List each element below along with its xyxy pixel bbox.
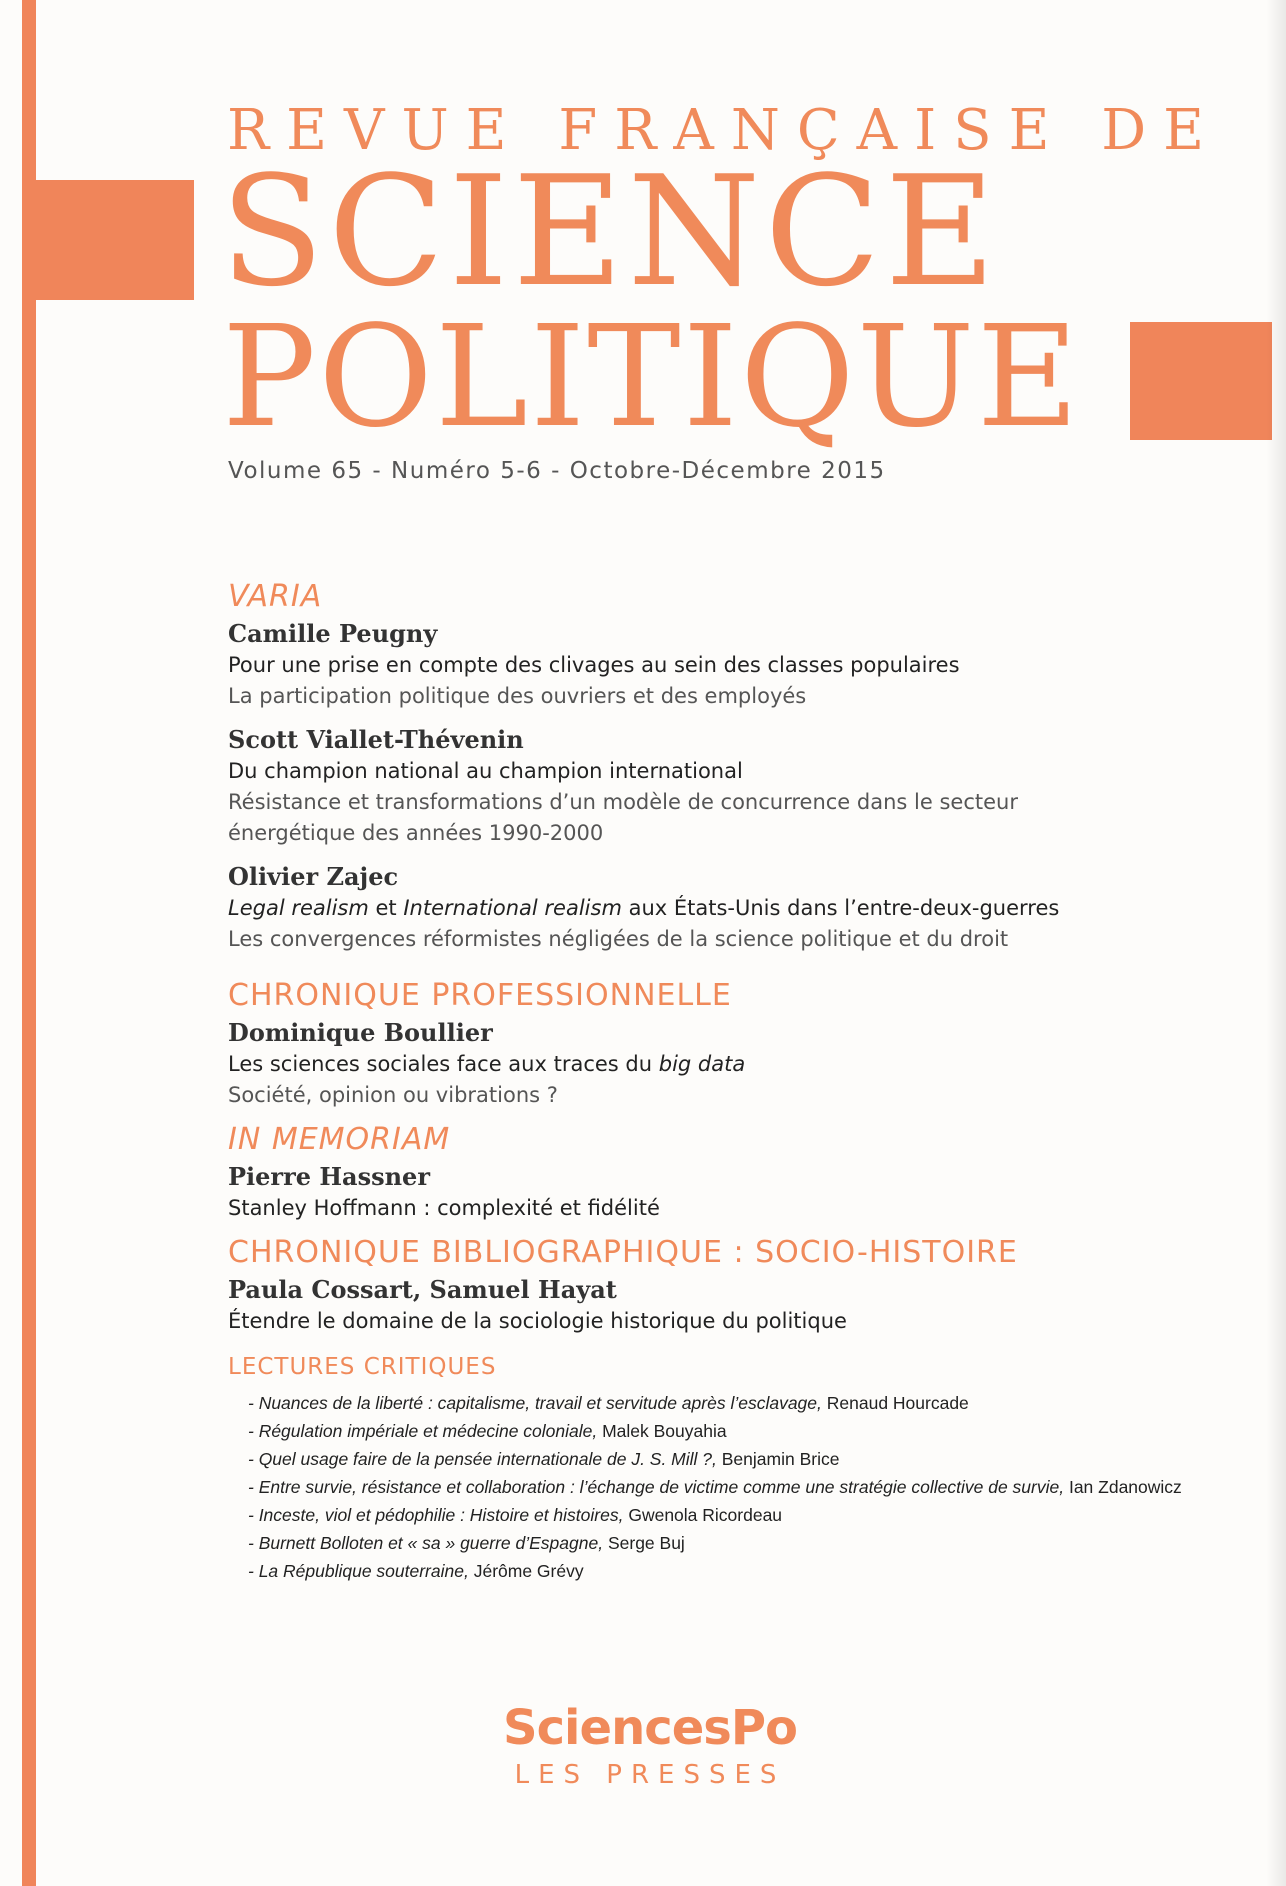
journal-title-line2: SCIENCE — [220, 143, 1000, 320]
article-hassner — [228, 1161, 1228, 1224]
article-title-plain-1: et — [368, 896, 404, 920]
article-title — [228, 893, 1228, 924]
article-subtitle: Société, opinion ou vibrations ? — [228, 1083, 558, 1107]
review-title: - Quel usage faire de la pensée internationale de J. S. Mill ?, — [248, 1449, 717, 1469]
list-item — [248, 1417, 1228, 1445]
article-title-plain: Les sciences sociales face aux traces du — [228, 1052, 659, 1076]
article-title-italic-2: International realism — [403, 896, 622, 920]
article-author: Paula Cossart, Samuel Hayat — [228, 1275, 617, 1304]
section-title-varia: VARIA — [228, 579, 323, 614]
article-author: Pierre Hassner — [228, 1162, 430, 1191]
list-item — [248, 1473, 1228, 1501]
article-title: Du champion national au champion international — [228, 759, 743, 783]
article-author: Scott Viallet-Thévenin — [228, 725, 524, 754]
publisher-logo — [480, 1700, 820, 1792]
review-title: - Burnett Bolloten et « sa » guerre d’Espagne, — [248, 1533, 604, 1553]
article-title: Pour une prise en compte des clivages au sein des classes populaires — [228, 653, 960, 677]
review-author: Renaud Hourcade — [821, 1393, 969, 1413]
article-author: Camille Peugny — [228, 619, 438, 648]
journal-title-line3: POLITIQUE — [222, 296, 1081, 459]
section-title-in-memoriam: IN MEMORIAM — [228, 1122, 451, 1157]
article-title-italic: big data — [658, 1052, 746, 1076]
issue-info: Volume 65 - Numéro 5-6 - Octobre-Décembre 2015 — [228, 458, 886, 484]
article-author: Olivier Zajec — [228, 862, 399, 891]
article-zajec — [228, 861, 1228, 955]
article-title-italic-1: Legal realism — [228, 896, 369, 920]
article-subtitle: La participation politique des ouvriers et des employés — [228, 684, 807, 708]
list-item — [248, 1389, 1228, 1417]
article-title — [228, 1049, 1228, 1080]
article-title: Stanley Hoffmann : complexité et fidélité — [228, 1196, 660, 1220]
review-author: Gwenola Ricordeau — [623, 1505, 783, 1525]
review-author: Ian Zdanowicz — [1064, 1477, 1182, 1497]
article-boullier — [228, 1017, 1228, 1111]
section-title-chronique-bibliographique: CHRONIQUE BIBLIOGRAPHIQUE : SOCIO-HISTOIRE — [228, 1235, 1018, 1270]
review-title: - Régulation impériale et médecine coloniale, — [248, 1421, 598, 1441]
article-subtitle: Les convergences réformistes négligées de la science politique et du droit — [228, 927, 1009, 951]
article-cossart-hayat — [228, 1274, 1228, 1337]
review-author: Benjamin Brice — [716, 1449, 840, 1469]
publisher-name: SciencesPo — [503, 1700, 797, 1756]
journal-title-line1: REVUE FRANÇAISE DE — [227, 98, 1222, 163]
article-title: Étendre le domaine de la sociologie historique du politique — [228, 1309, 847, 1333]
table-of-contents — [228, 578, 1228, 1585]
publisher-subtitle: LES PRESSES — [514, 1760, 786, 1790]
article-viallet-thevenin — [228, 724, 1228, 849]
left-accent-block — [22, 180, 194, 300]
article-author: Dominique Boullier — [228, 1018, 493, 1047]
reviews-list — [248, 1389, 1228, 1585]
list-item — [248, 1501, 1228, 1529]
review-title: - Nuances de la liberté : capitalisme, travail et servitude après l’esclavage, — [248, 1393, 822, 1413]
section-title-chronique-professionnelle: CHRONIQUE PROFESSIONNELLE — [228, 978, 732, 1013]
list-item — [248, 1445, 1228, 1473]
article-title-plain-2: aux États-Unis dans l’entre-deux-guerres — [621, 896, 1060, 920]
review-title: - La République souterraine, — [248, 1561, 469, 1581]
review-title: - Entre survie, résistance et collaboration : l’échange de victime comme une stratégie collective de survie, — [248, 1477, 1065, 1497]
page-edge-shadow — [1266, 0, 1286, 1886]
review-author: Jérôme Grévy — [468, 1561, 584, 1581]
list-item — [248, 1529, 1228, 1557]
review-author: Malek Bouyahia — [597, 1421, 727, 1441]
list-item — [248, 1557, 1228, 1585]
article-subtitle: Résistance et transformations d’un modèle de concurrence dans le secteur énergétique des années 1990-2000 — [228, 790, 1018, 845]
section-title-lectures-critiques: LECTURES CRITIQUES — [228, 1354, 497, 1380]
right-accent-block — [1130, 322, 1272, 440]
review-author: Serge Buj — [603, 1533, 685, 1553]
article-peugny — [228, 618, 1228, 712]
review-title: - Inceste, viol et pédophilie : Histoire et histoires, — [248, 1505, 624, 1525]
